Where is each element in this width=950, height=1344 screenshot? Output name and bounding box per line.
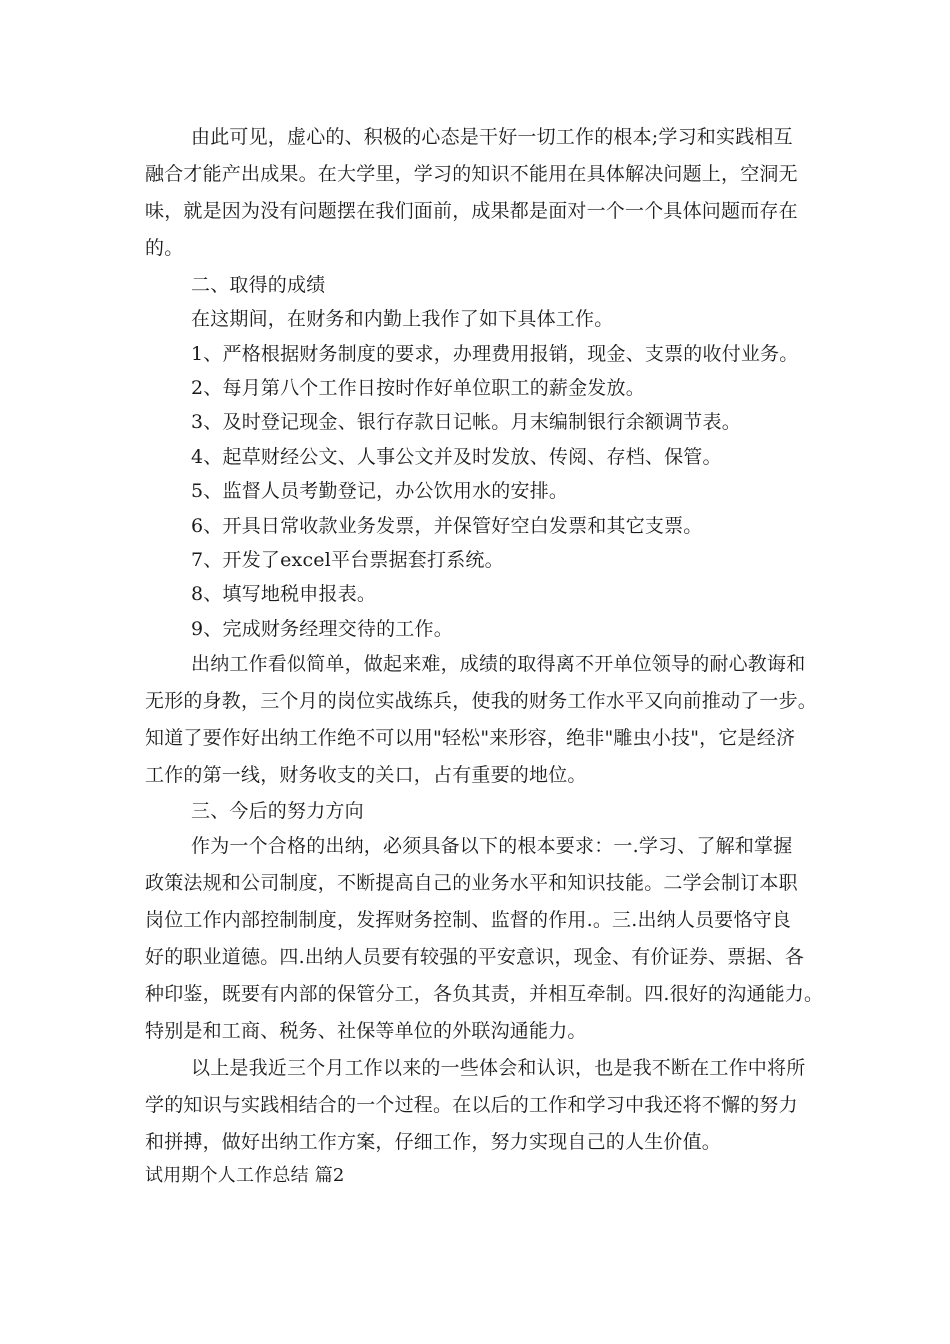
paragraph-line: 味，就是因为没有问题摆在我们面前，成果都是面对一个一个具体问题而存在 — [145, 200, 798, 222]
list-item: 1、严格根据财务制度的要求，办理费用报销，现金、支票的收付业务。 — [191, 343, 799, 365]
next-section-title: 试用期个人工作总结 篇2 — [145, 1165, 345, 1186]
section-intro: 在这期间，在财务和内勤上我作了如下具体工作。 — [191, 308, 614, 330]
list-item: 4、起草财经公文、人事公文并及时发放、传阅、存档、保管。 — [191, 446, 722, 468]
paragraph-line: 由此可见，虚心的、积极的心态是干好一切工作的根本;学习和实践相互 — [191, 126, 793, 148]
paragraph-line: 的。 — [145, 237, 184, 259]
paragraph-line: 好的职业道德。四.出纳人员要有较强的平安意识，现金、有价证券、票据、各 — [145, 946, 805, 968]
list-item: 6、开具日常收款业务发票，并保管好空白发票和其它支票。 — [191, 515, 703, 537]
list-item: 5、监督人员考勤登记，办公饮用水的安排。 — [191, 480, 569, 502]
list-item: 3、及时登记现金、银行存款日记帐。月末编制银行余额调节表。 — [191, 411, 741, 433]
paragraph-line: 作为一个合格的出纳，必须具备以下的根本要求：一.学习、了解和掌握 — [191, 835, 793, 857]
paragraph-line: 融合才能产出成果。在大学里，学习的知识不能用在具体解决问题上，空洞无 — [145, 163, 798, 185]
paragraph-line: 种印鉴，既要有内部的保管分工，各负其责，并相互牵制。四.很好的沟通能力。 — [145, 983, 824, 1005]
paragraph-line: 学的知识与实践相结合的一个过程。在以后的工作和学习中我还将不懈的努力 — [145, 1094, 798, 1116]
paragraph-line: 工作的第一线，财务收支的关口，占有重要的地位。 — [145, 764, 587, 786]
paragraph-line: 无形的身教，三个月的岗位实战练兵，使我的财务工作水平又向前推动了一步。 — [145, 690, 818, 712]
paragraph-line: 出纳工作看似简单，做起来难，成绩的取得离不开单位领导的耐心教诲和 — [191, 653, 806, 675]
list-item: 8、填写地税申报表。 — [191, 583, 377, 605]
paragraph-line: 以上是我近三个月工作以来的一些体会和认识，也是我不断在工作中将所 — [191, 1057, 806, 1079]
list-item: 2、每月第八个工作日按时作好单位职工的薪金发放。 — [191, 377, 645, 399]
paragraph-line: 岗位工作内部控制制度，发挥财务控制、监督的作用.。三.出纳人员要恪守良 — [145, 909, 792, 931]
list-item: 7、开发了excel平台票据套打系统。 — [191, 549, 504, 571]
paragraph-line: 知道了要作好出纳工作绝不可以用"轻松"来形容，绝非"雕虫小技"，它是经济 — [145, 727, 796, 749]
paragraph-line: 和拼搏，做好出纳工作方案，仔细工作，努力实现自己的人生价值。 — [145, 1131, 722, 1153]
list-item: 9、完成财务经理交待的工作。 — [191, 618, 453, 640]
paragraph-line: 政策法规和公司制度，不断提高自己的业务水平和知识技能。二学会制订本职 — [145, 872, 798, 894]
section-heading: 二、取得的成绩 — [191, 274, 326, 296]
section-heading: 三、今后的努力方向 — [191, 800, 364, 822]
paragraph-line: 特别是和工商、税务、社保等单位的外联沟通能力。 — [145, 1020, 587, 1042]
